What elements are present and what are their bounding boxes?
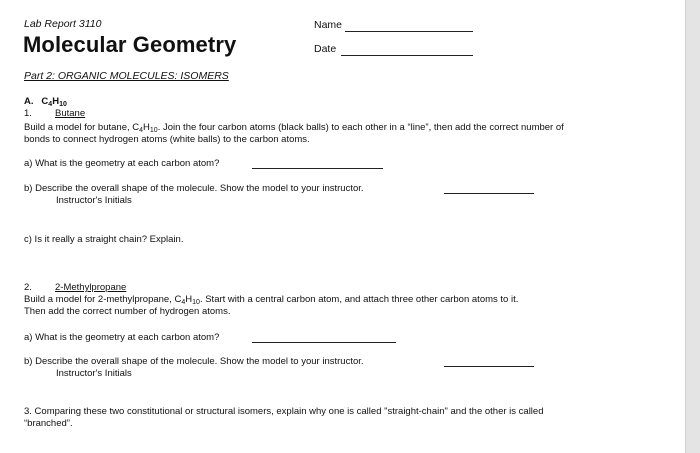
section-a-label: A.: [24, 96, 34, 107]
butane-instructions-line-2: bonds to connect hydrogen atoms (white balls) to the carbon atoms.: [24, 134, 310, 145]
item-1-title: Butane: [55, 108, 86, 119]
scrollbar[interactable]: [685, 0, 700, 453]
question-1c: c) Is it really a straight chain? Explain.: [24, 234, 184, 245]
question-1b: b) Describe the overall shape of the molecule. Show the model to your instructor.: [24, 183, 364, 194]
item-1-number: 1.: [24, 108, 32, 119]
instructor-initials-1: Instructor's Initials: [56, 195, 132, 206]
methylpropane-instructions-line-2: Then add the correct number of hydrogen atoms.: [24, 306, 231, 317]
page-title: Molecular Geometry: [23, 32, 237, 57]
name-label: Name: [314, 19, 343, 31]
date-field[interactable]: [341, 55, 473, 56]
section-a-formula: $C_4H_{10}$: [41, 96, 67, 108]
question-3-line-2: “branched”.: [24, 418, 73, 429]
part-heading: Part 2: ORGANIC MOLECULES: ISOMERS: [24, 70, 229, 82]
butane-instructions-line-1: Build a model for butane, $C_4H_{10}$. Join the four carbon atoms (black balls) to each other in a “line”, then add the correct number of: [24, 122, 564, 134]
methylpropane-instructions-line-1: Build a model for 2-methylpropane, $C_4H_{10}$. Start with a central carbon atom, and attach three other carbon atoms to it.: [24, 294, 519, 306]
item-2-title: 2-Methylpropane: [55, 282, 127, 293]
initials-1-field[interactable]: [444, 193, 534, 194]
report-number: Lab Report 3110: [24, 18, 102, 30]
item-2-number: 2.: [24, 282, 32, 293]
question-3-line-1: 3. Comparing these two constitutional or structural isomers, explain why one is called "straight-chain" and the other is called: [24, 406, 544, 417]
question-2a: a) What is the geometry at each carbon atom?: [24, 332, 220, 343]
answer-2a-field[interactable]: [252, 342, 396, 343]
instructor-initials-2: Instructor's Initials: [56, 368, 132, 379]
initials-2-field[interactable]: [444, 366, 534, 367]
section-a-heading: [24, 96, 67, 108]
answer-1a-field[interactable]: [252, 168, 383, 169]
question-2b: b) Describe the overall shape of the molecule. Show the model to your instructor.: [24, 356, 364, 367]
name-field[interactable]: [345, 31, 473, 32]
question-1a: a) What is the geometry at each carbon atom?: [24, 158, 220, 169]
date-label: Date: [314, 43, 337, 55]
